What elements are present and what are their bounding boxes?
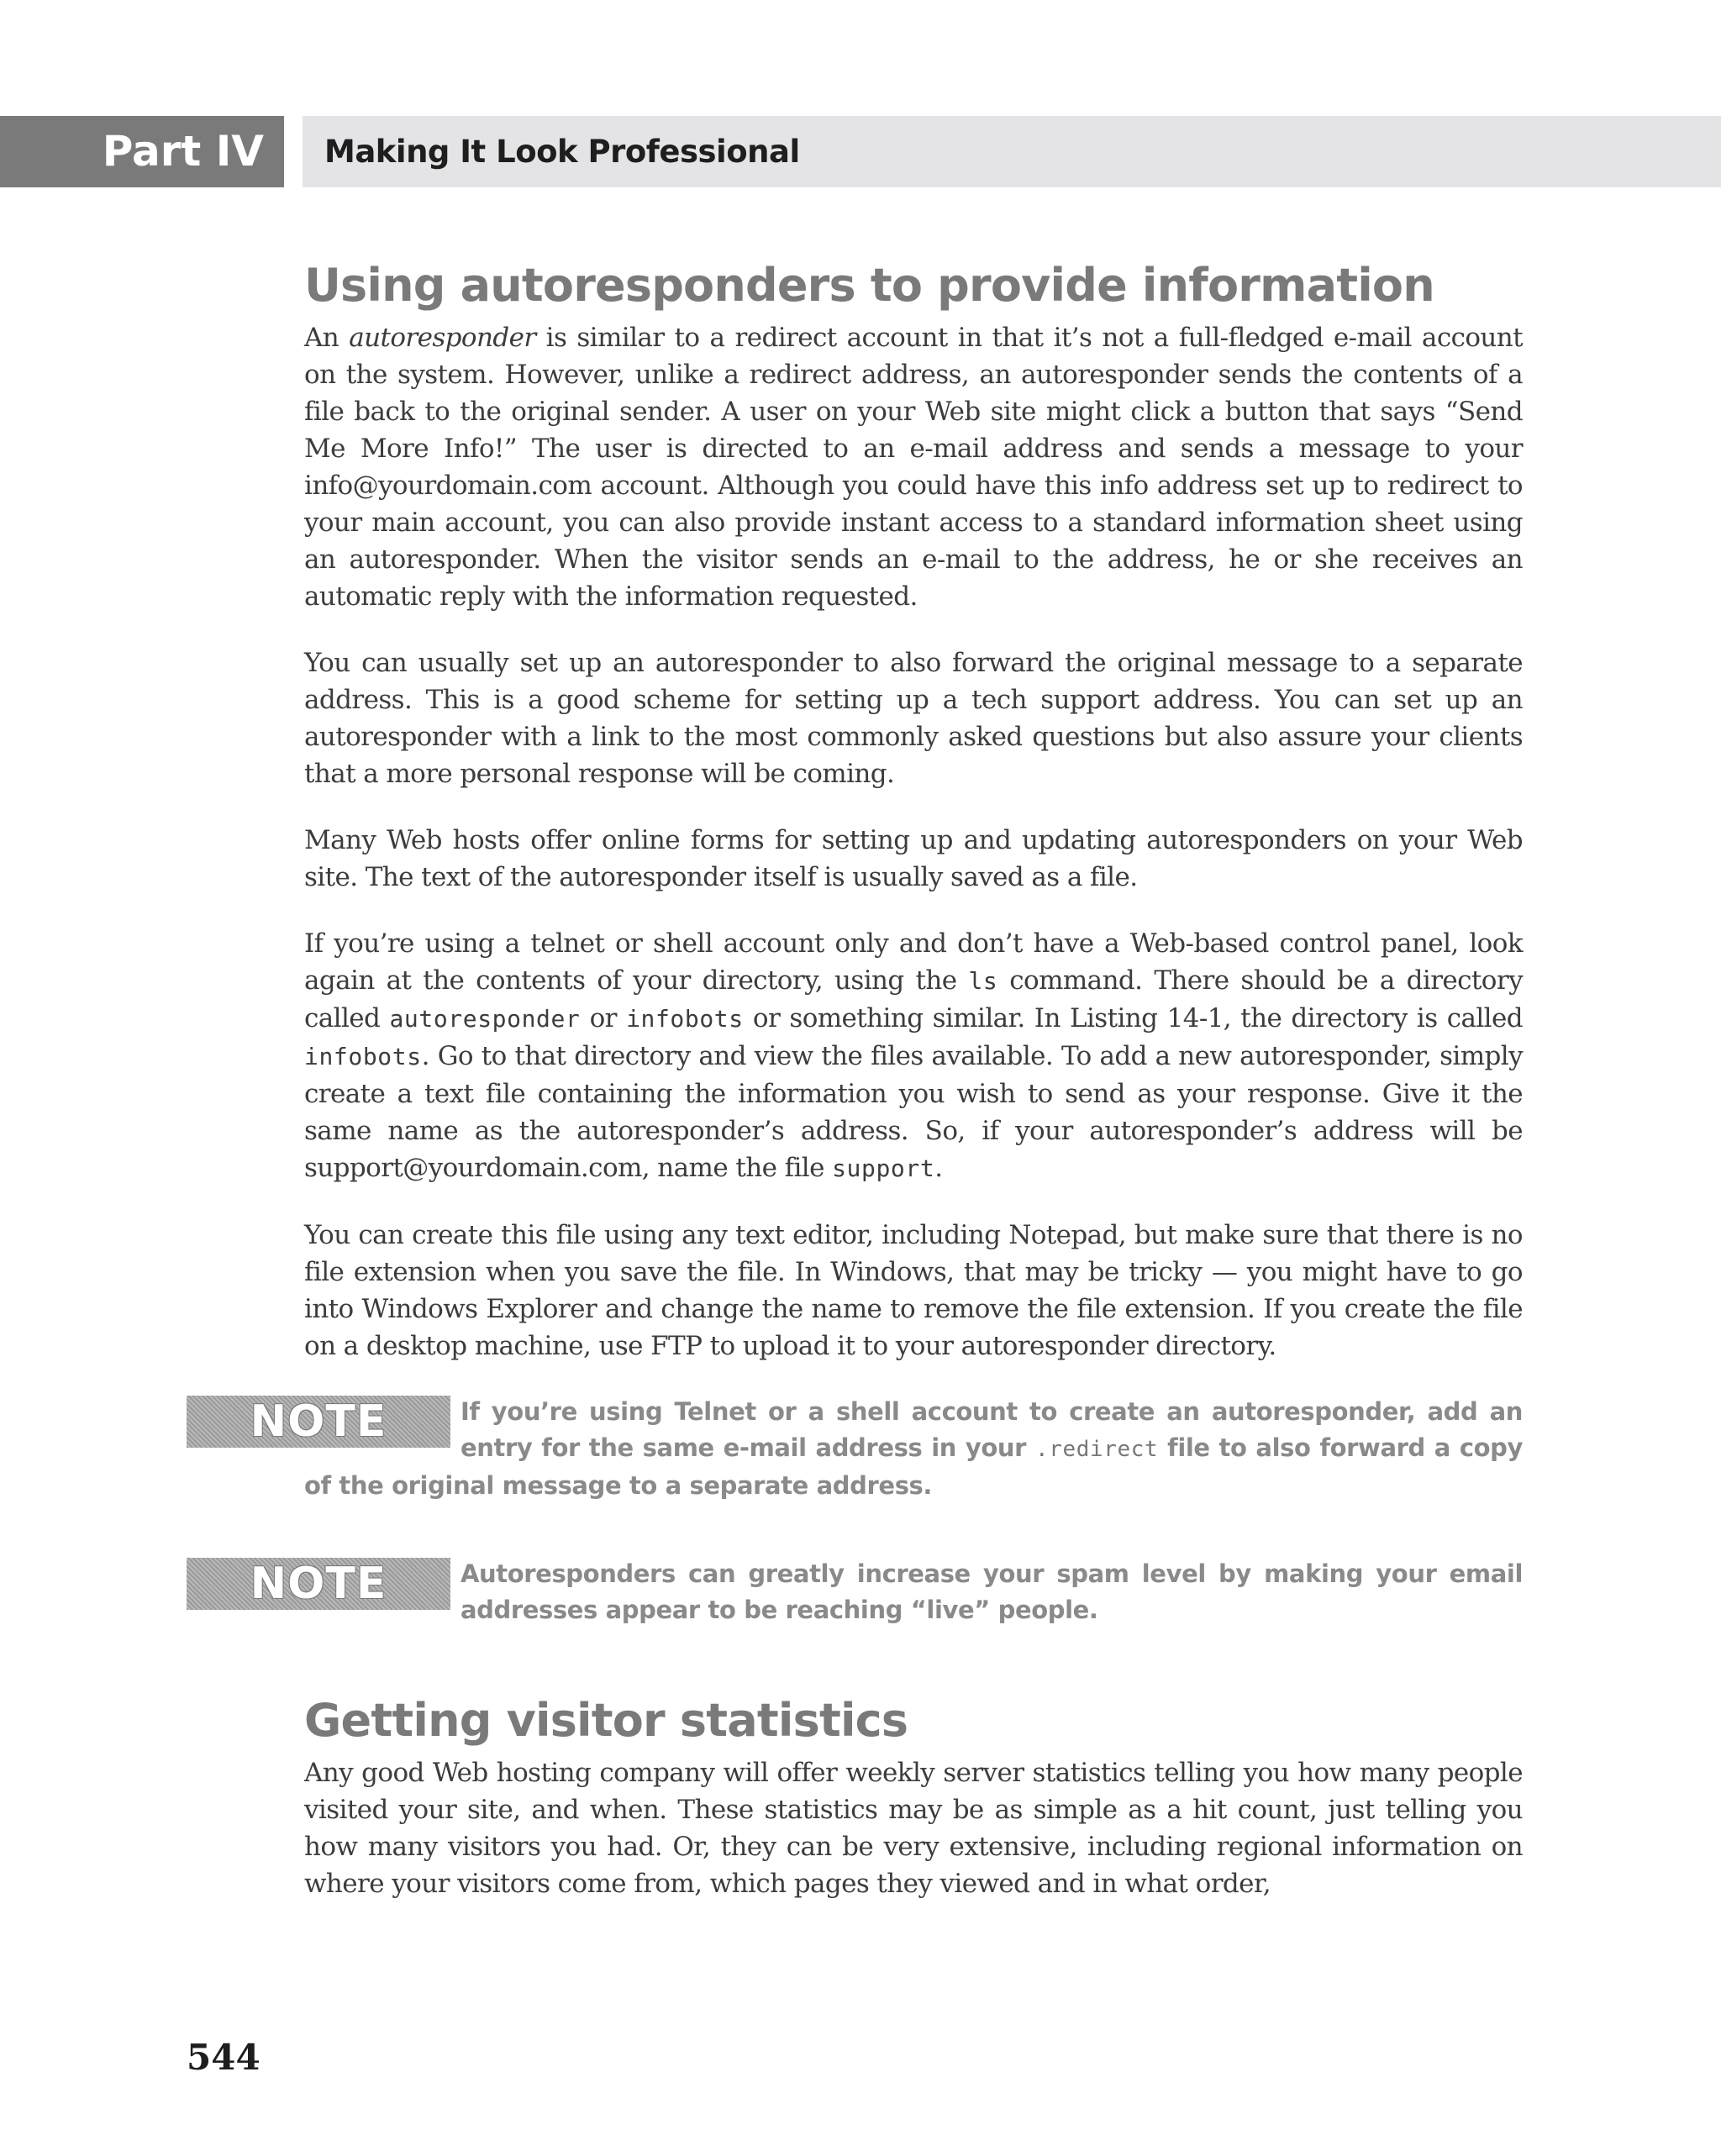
part-label: Part IV — [0, 116, 284, 187]
page-body — [250, 252, 1523, 1932]
paragraph: If you’re using a telnet or shell account only and don’t have a Web-based control panel, look again at the contents of your directory, using the ls command. There should be a directory called autoresponder or infobots or something similar. In Listing 14-1, the directory is called infobots. Go to that directory and view the files available. To add a new autoresponder, simply create a text file containing the information you wish to send as your response. Give it the same name as the autoresponder’s address. So, if your autoresponder’s address will be support@yourdomain.com, name the file support. — [304, 928, 1523, 1183]
paragraph: An autoresponder is similar to a redirect account in that it’s not a full-fledged e-mail account on the system. However, unlike a redirect address, an autoresponder sends the contents of a file back to the original sender. A user on your Web site might click a button that says “Send Me More Info!” The user is directed to an e-mail address and sends a message to your info@yourdomain.com account. Although you could have this info address set up to redirect to your main account, you can also provide instant access to a standard information sheet using an autoresponder. When the visitor sends an e-mail to the address, he or she receives an automatic reply with the information requested. — [304, 323, 1523, 612]
code-infobots: infobots — [626, 1005, 744, 1033]
term-autoresponder: autoresponder — [349, 323, 536, 353]
paragraph: Any good Web hosting company will offer weekly server statistics telling you how many people visited your site, and when. These statistics may be as simple as a hit count, just telling you how many visitors you had. Or, they can be very extensive, including regional information on where your visitors come from, which pages they viewed and in what order, — [304, 1758, 1523, 1899]
page-number: 544 — [187, 2037, 261, 2078]
code-autoresponder: autoresponder — [389, 1005, 581, 1033]
note-callout: NOTE If you’re using Telnet or a shell account to create an autoresponder, add an entry for the same e-mail address in your .redirect file to also forward a copy of the original message to a separate address. — [304, 1394, 1523, 1504]
paragraph: You can usually set up an autoresponder to also forward the original message to a separate address. This is a good scheme for setting up a tech support address. You can set up an autoresponder with a link to the most commonly asked questions but also assure your clients that a more personal response will be coming. — [304, 648, 1523, 789]
code-infobots: infobots — [304, 1043, 422, 1070]
code-redirect: .redirect — [1034, 1437, 1159, 1462]
paragraph: You can create this file using any text editor, including Notepad, but make sure that there is no file extension when you save the file. In Windows, that may be tricky — you might have to go into Windows Explorer and change the name to remove the file extension. If you create the file on a desktop machine, use FTP to upload it to your autoresponder directory. — [304, 1220, 1523, 1361]
paragraph: Many Web hosts offer online forms for setting up and updating autoresponders on your Web site. The text of the autoresponder itself is usually saved as a file. — [304, 825, 1523, 892]
note-badge-icon: NOTE — [187, 1396, 450, 1448]
code-ls: ls — [968, 967, 998, 995]
chapter-title: Making It Look Professional — [303, 116, 1721, 187]
note-badge-icon: NOTE — [187, 1558, 450, 1610]
running-header — [0, 116, 1721, 187]
code-support: support — [832, 1154, 935, 1182]
section-heading-autoresponders: Using autoresponders to provide information — [304, 259, 1434, 312]
section-heading-visitor-statistics: Getting visitor statistics — [304, 1694, 908, 1747]
note-callout: NOTE Autoresponders can greatly increase your spam level by making your email addresses appear to be reaching “live” people. — [304, 1556, 1523, 1628]
